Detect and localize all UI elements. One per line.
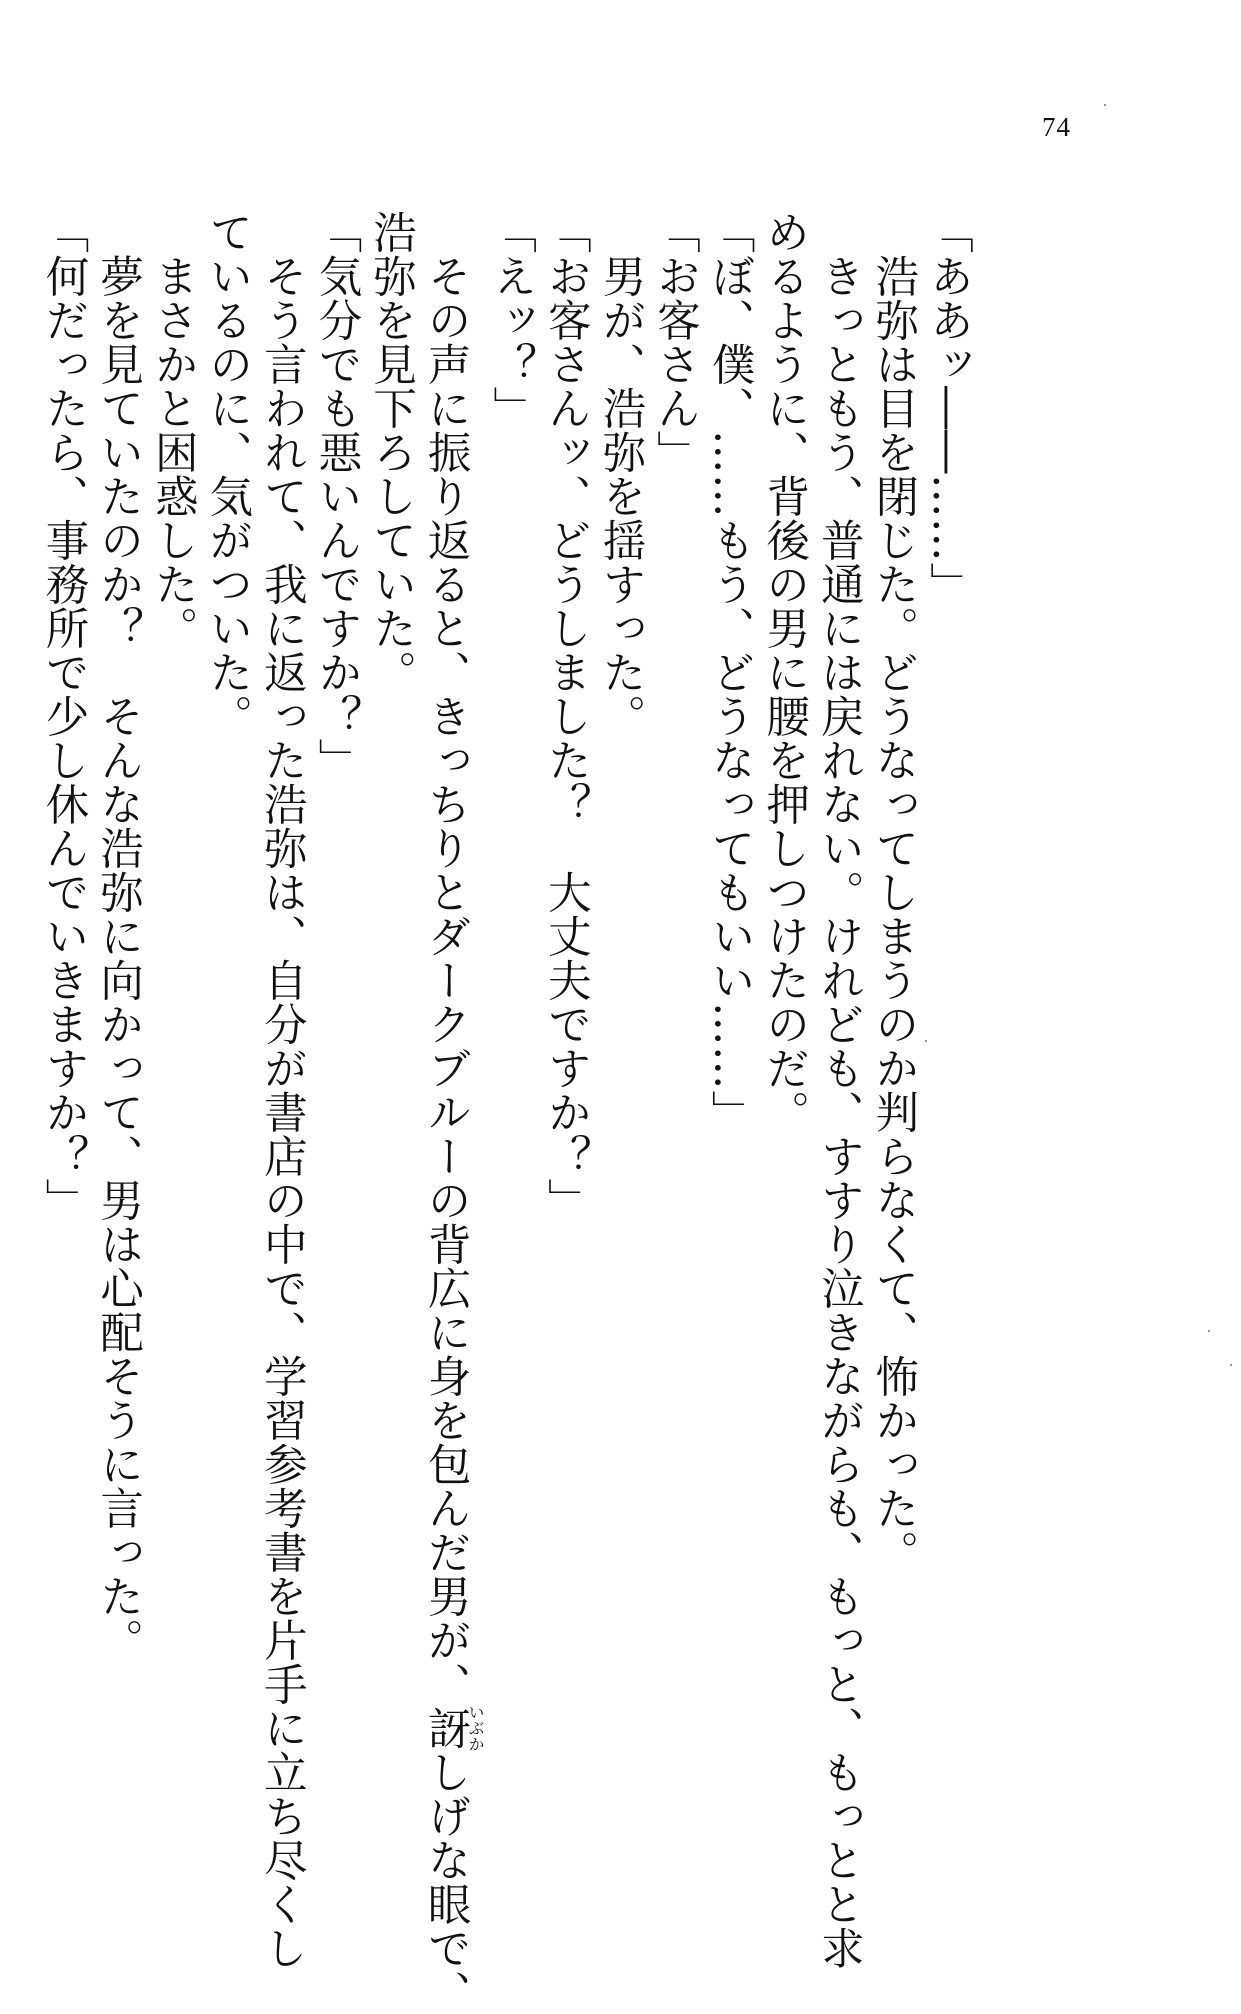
text-line-7: 男が、浩弥を揺すった。 [595, 210, 646, 738]
text-line-9: 「えッ？」 [486, 210, 537, 430]
text-line-16: 夢を見ていたのか？ そんな浩弥に向かって、男は心配そうに言った。 [93, 210, 144, 1662]
ruby-word [420, 1704, 486, 1752]
text-line-15: まさかと困惑した。 [147, 210, 198, 650]
ruby-reading: いぶか [466, 1704, 486, 1752]
text-line-17: 「何だったら、事務所で少し休んでいきますか？」 [38, 210, 89, 1222]
text-line-1: 「ああッ――……」 [923, 210, 973, 606]
text-line-11: 浩弥を見下ろしていた。 [366, 210, 417, 694]
text-line-6: 「お客さん」 [650, 210, 701, 474]
vertical-text-body [36, 210, 975, 2014]
scan-speck [1230, 1364, 1232, 1366]
text-line-13: そう言われて、我に返った浩弥は、自分が書店の中で、学習参考書を片手に立ち尽くし [256, 210, 307, 1970]
scan-speck [925, 1040, 927, 1042]
text-line-12: 「気分でも悪いんですか？」 [311, 210, 362, 782]
text-line-10 [418, 210, 486, 2014]
text-line-14: ているのに、気がついた。 [202, 210, 253, 738]
text-line-10-tail: しげな眼で、 [420, 1750, 471, 2014]
ruby-base: 訝 [420, 1704, 471, 1752]
scan-speck [1208, 1330, 1210, 1332]
text-line-2: 浩弥は目を閉じた。どうなってしまうのか判らなくて、怖かった。 [868, 210, 919, 1574]
text-line-10-main: その声に振り返ると、きっちりとダークブルーの背広に身を包んだ男が、 [420, 210, 471, 1706]
text-line-3: きっともう、普通には戻れない。けれども、すすり泣きながらも、もっと、もっとと求 [813, 210, 864, 1970]
text-line-8: 「お客さんッ、どうしました？ 大丈夫ですか？」 [540, 210, 591, 1222]
text-line-5: 「ぼ、僕、……もう、どうなってもいい……」 [704, 210, 755, 1134]
scan-speck [1104, 104, 1106, 106]
page-number: 74 [1042, 112, 1071, 142]
text-line-4: めるように、背後の男に腰を押しつけたのだ。 [759, 210, 810, 1134]
